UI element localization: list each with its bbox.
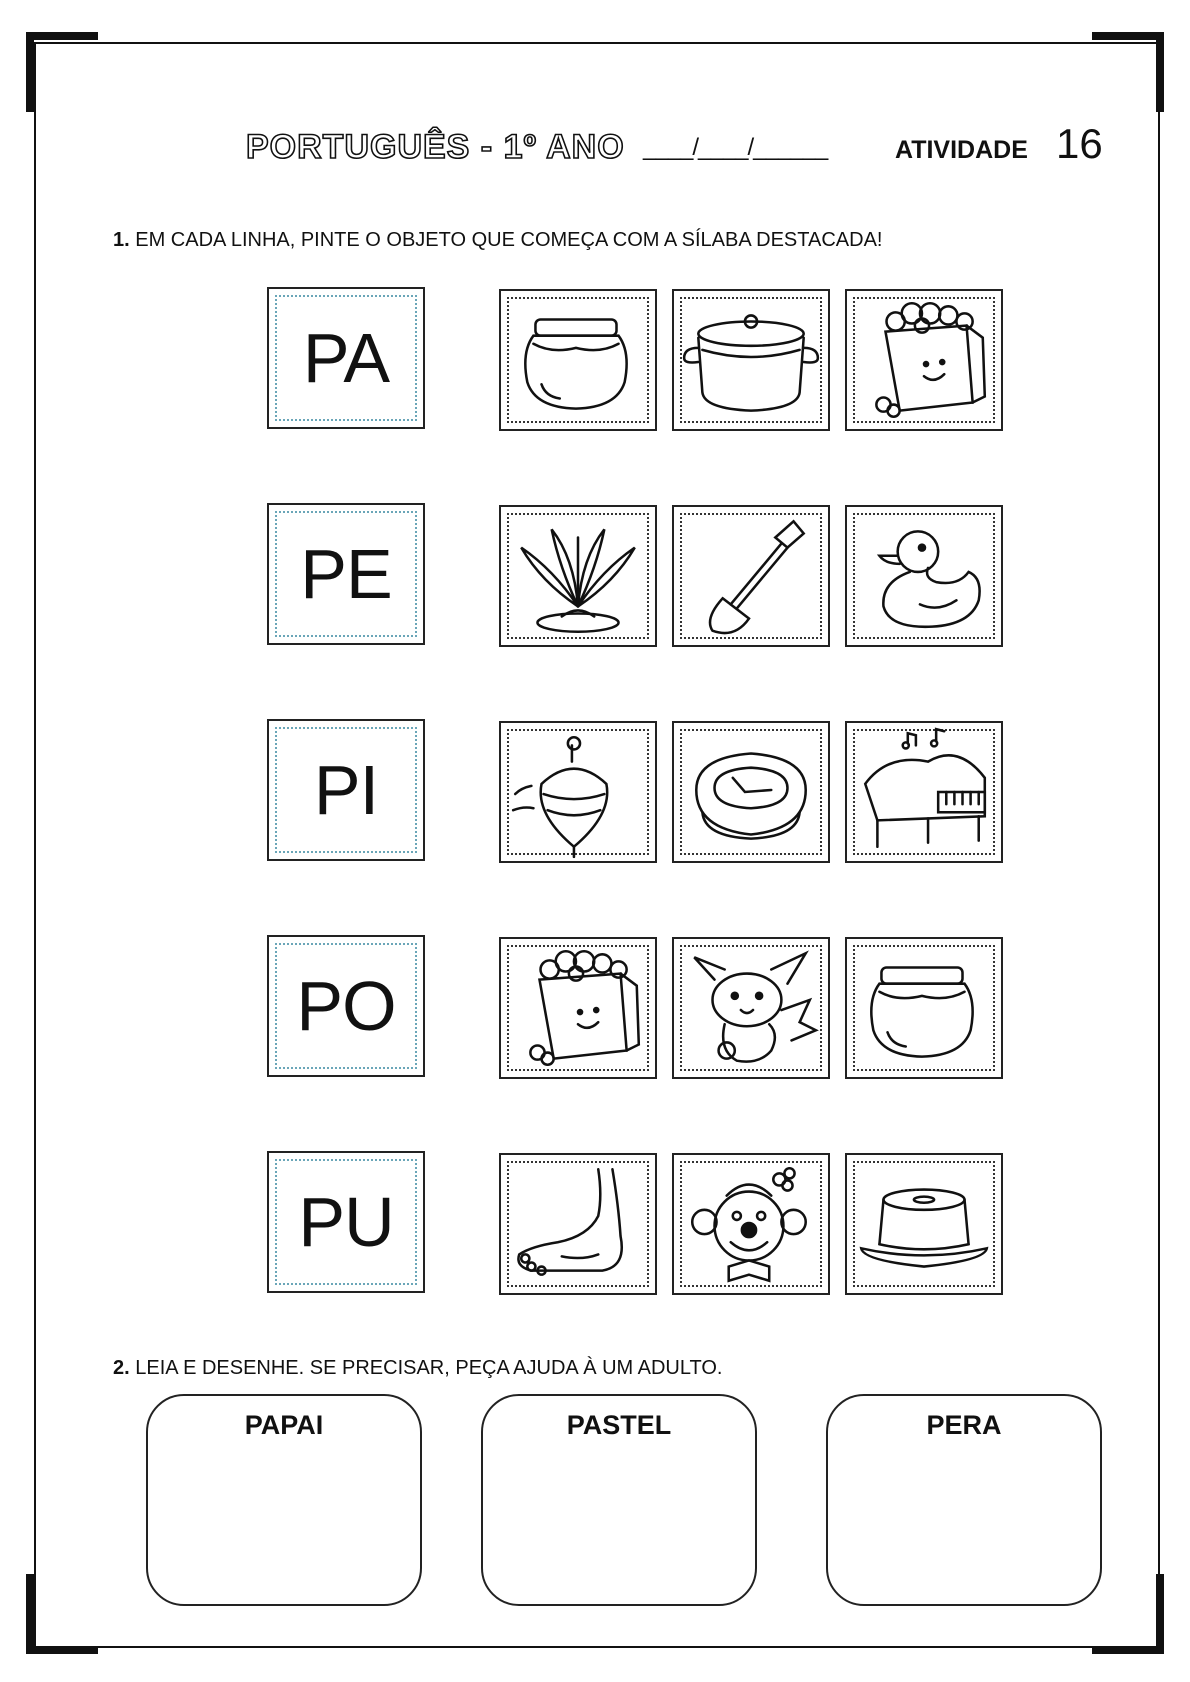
picture-card[interactable]: [672, 937, 830, 1079]
syllable-box: [267, 503, 425, 645]
picture-card[interactable]: [499, 505, 657, 647]
picture-card[interactable]: [672, 1153, 830, 1295]
picture-card[interactable]: [845, 505, 1003, 647]
syllable-box: [267, 1151, 425, 1293]
question-1-text: EM CADA LINHA, PINTE O OBJETO QUE COMEÇA COM A SÍLABA DESTACADA!: [135, 229, 883, 251]
pot-icon: [674, 291, 828, 429]
jar-icon: [501, 291, 655, 429]
piano-icon: [847, 723, 1001, 861]
duck-icon: [847, 507, 1001, 645]
picture-card[interactable]: [499, 1153, 657, 1295]
picture-card[interactable]: [672, 505, 830, 647]
picture-card[interactable]: [499, 937, 657, 1079]
popcorn-bag-icon: [501, 939, 655, 1077]
drawing-box-label: PAPAI: [244, 1410, 324, 1440]
syllable-text: PU: [275, 1159, 417, 1285]
syllable-box: [267, 719, 425, 861]
picture-card[interactable]: [672, 289, 830, 431]
pudding-icon: [847, 1155, 1001, 1293]
syllable-text: PO: [275, 943, 417, 1069]
jar-icon: [847, 939, 1001, 1077]
corner-bottom-right: [1092, 1646, 1164, 1654]
worksheet-header: [0, 120, 1190, 180]
syllable-row-pa: [0, 287, 1190, 429]
corner-bottom-left-v: [26, 1574, 34, 1654]
syllable-text: PI: [275, 727, 417, 853]
activity-label: ATIVIDADE: [895, 136, 1028, 164]
clown-icon: [674, 1155, 828, 1293]
corner-bottom-left: [26, 1646, 98, 1654]
syllable-row-po: [0, 935, 1190, 1077]
picture-card[interactable]: [845, 721, 1003, 863]
activity-number: 16: [1056, 120, 1103, 167]
foot-icon: [501, 1155, 655, 1293]
popcorn-bag-icon: [847, 291, 1001, 429]
syllable-box: [267, 287, 425, 429]
drawing-box[interactable]: [826, 1394, 1102, 1606]
pikachu-icon: [674, 939, 828, 1077]
picture-card[interactable]: [845, 937, 1003, 1079]
picture-card[interactable]: [845, 289, 1003, 431]
syllable-row-pi: [0, 719, 1190, 861]
question-2-text: LEIA E DESENHE. SE PRECISAR, PEÇA AJUDA À UM ADULTO.: [135, 1357, 723, 1379]
question-2: [113, 1357, 722, 1380]
spinning-top-icon: [501, 723, 655, 861]
syllable-row-pe: [0, 503, 1190, 645]
syllable-text: PA: [275, 295, 417, 421]
drawing-box[interactable]: [146, 1394, 422, 1606]
picture-card[interactable]: [672, 721, 830, 863]
question-1: [113, 229, 882, 252]
corner-bottom-right-v: [1156, 1574, 1164, 1654]
picture-card[interactable]: [499, 289, 657, 431]
question-2-number: 2.: [113, 1357, 130, 1379]
syllable-box: [267, 935, 425, 1077]
corner-top-right-v: [1156, 32, 1164, 112]
drawing-box-label: PASTEL: [566, 1410, 672, 1440]
drawing-box-label: PERA: [926, 1410, 1002, 1440]
corner-top-left-v: [26, 32, 34, 112]
subject-title: PORTUGUÊS - 1º ANO: [246, 128, 625, 166]
picture-card[interactable]: [499, 721, 657, 863]
picture-card[interactable]: [845, 1153, 1003, 1295]
corner-top-left: [26, 32, 98, 40]
drawing-box[interactable]: [481, 1394, 757, 1606]
syllable-row-pu: [0, 1151, 1190, 1293]
plant-icon: [501, 507, 655, 645]
date-field[interactable]: ____/____/______: [643, 134, 828, 161]
shovel-icon: [674, 507, 828, 645]
corner-top-right: [1092, 32, 1164, 40]
question-1-number: 1.: [113, 229, 130, 251]
syllable-text: PE: [275, 511, 417, 637]
potty-icon: [674, 723, 828, 861]
